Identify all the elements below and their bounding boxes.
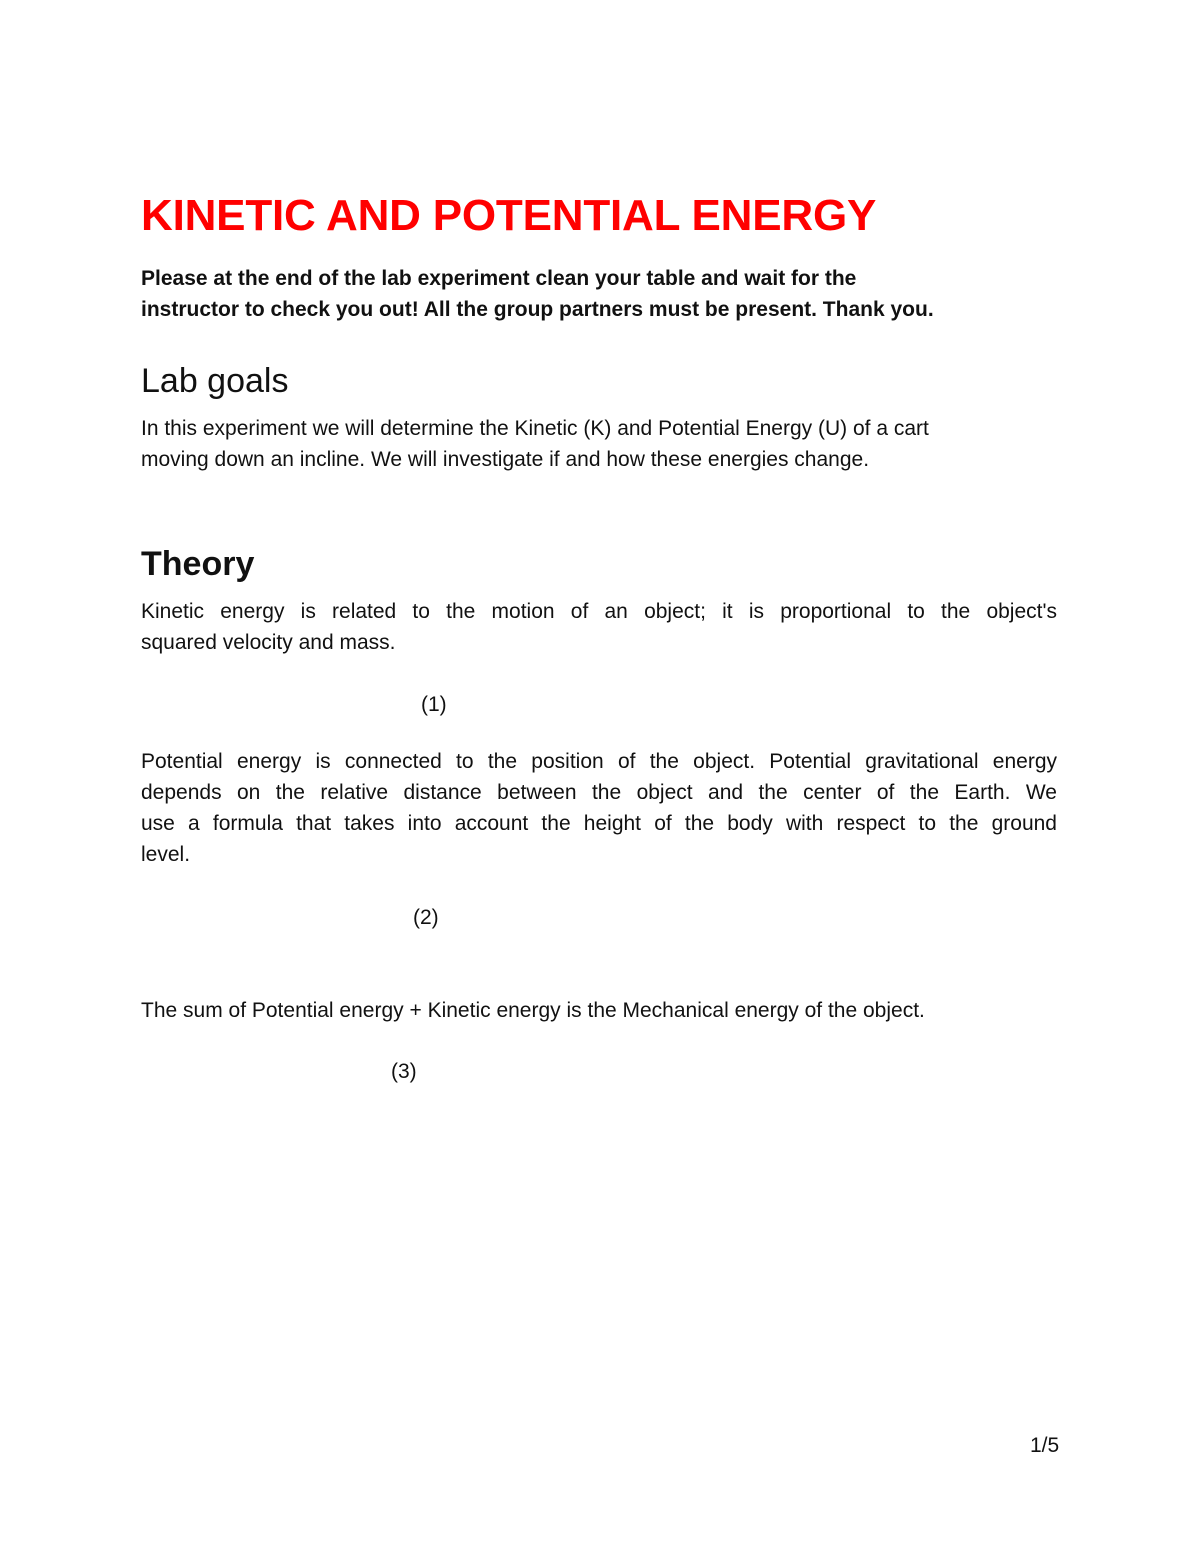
potential-line-3: use a formula that takes into account the height of the body with respect to the ground bbox=[141, 812, 1057, 835]
equation-3-label: (3) bbox=[391, 1060, 417, 1083]
potential-line-4: level. bbox=[141, 843, 191, 866]
theory-heading: Theory bbox=[141, 545, 255, 583]
kinetic-energy-paragraph bbox=[141, 596, 1057, 658]
kinetic-line-2: squared velocity and mass. bbox=[141, 631, 396, 654]
kinetic-line-1: Kinetic energy is related to the motion of an object; it is proportional to the object's bbox=[141, 600, 1057, 623]
lab-notice bbox=[141, 263, 1061, 325]
potential-energy-paragraph bbox=[141, 746, 1057, 870]
equation-2-label: (2) bbox=[413, 906, 439, 929]
lab-goals-heading: Lab goals bbox=[141, 362, 289, 400]
lab-notice-line-2: instructor to check you out! All the group partners must be present. Thank you. bbox=[141, 298, 934, 321]
equation-1-label: (1) bbox=[421, 693, 447, 716]
page-title: KINETIC AND POTENTIAL ENERGY bbox=[141, 191, 877, 240]
lab-goals-line-1: In this experiment we will determine the Kinetic (K) and Potential Energy (U) of a cart bbox=[141, 417, 929, 440]
potential-line-1: Potential energy is connected to the position of the object. Potential gravitational energy bbox=[141, 750, 1057, 773]
mechanical-energy-paragraph: The sum of Potential energy + Kinetic energy is the Mechanical energy of the object. bbox=[141, 999, 925, 1022]
lab-goals-paragraph bbox=[141, 413, 1057, 475]
lab-goals-line-2: moving down an incline. We will investigate if and how these energies change. bbox=[141, 448, 870, 471]
potential-line-2: depends on the relative distance between the object and the center of the Earth. We bbox=[141, 781, 1057, 804]
page-number: 1/5 bbox=[1030, 1434, 1060, 1457]
lab-notice-line-1: Please at the end of the lab experiment clean your table and wait for the bbox=[141, 267, 857, 290]
